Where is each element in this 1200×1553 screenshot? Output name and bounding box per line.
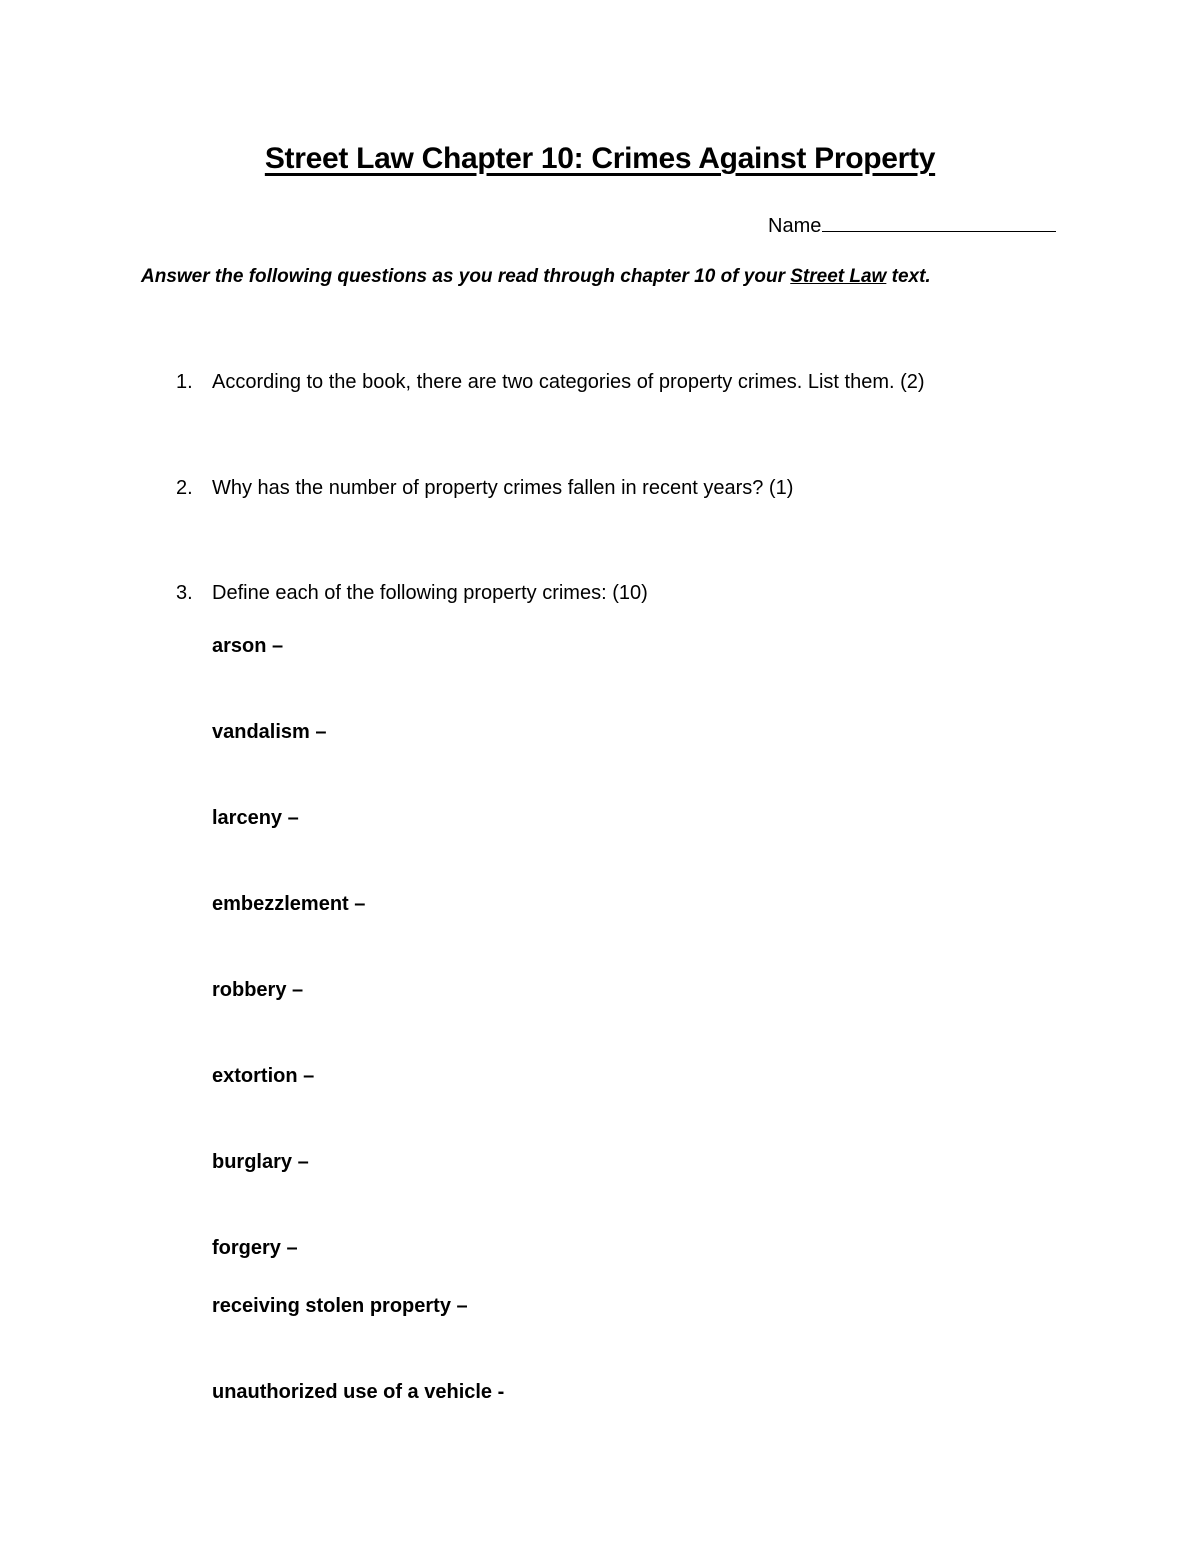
name-field — [768, 213, 1056, 238]
question-number: 3. — [176, 582, 193, 604]
term-unauthorized-use-of-vehicle: unauthorized use of a vehicle - — [212, 1381, 505, 1403]
instructions-after: text. — [886, 266, 931, 287]
term-receiving-stolen-property: receiving stolen property – — [212, 1295, 468, 1317]
term-larceny: larceny – — [212, 807, 299, 829]
page-title: Street Law Chapter 10: Crimes Against Property — [264, 142, 936, 175]
question-number: 1. — [176, 371, 193, 393]
question-text: According to the book, there are two categories of property crimes. List them. (2) — [212, 371, 925, 393]
question-3 — [176, 582, 648, 605]
name-label: Name — [768, 215, 822, 237]
name-blank-line — [822, 213, 1056, 232]
question-2 — [176, 477, 793, 500]
term-arson: arson – — [212, 635, 284, 657]
question-text: Define each of the following property crimes: (10) — [212, 582, 648, 604]
term-embezzlement: embezzlement – — [212, 893, 366, 915]
instructions-book-title: Street Law — [790, 266, 887, 287]
term-extortion: extortion – — [212, 1065, 315, 1087]
instructions-before: Answer the following questions as you read through chapter 10 of your — [141, 266, 791, 287]
term-vandalism: vandalism – — [212, 721, 327, 743]
term-forgery: forgery – — [212, 1237, 298, 1259]
instructions — [141, 266, 1141, 288]
term-burglary: burglary – — [212, 1151, 309, 1173]
term-robbery: robbery – — [212, 979, 304, 1001]
question-number: 2. — [176, 477, 193, 499]
question-text: Why has the number of property crimes fallen in recent years? (1) — [212, 477, 794, 499]
question-1 — [176, 371, 925, 394]
